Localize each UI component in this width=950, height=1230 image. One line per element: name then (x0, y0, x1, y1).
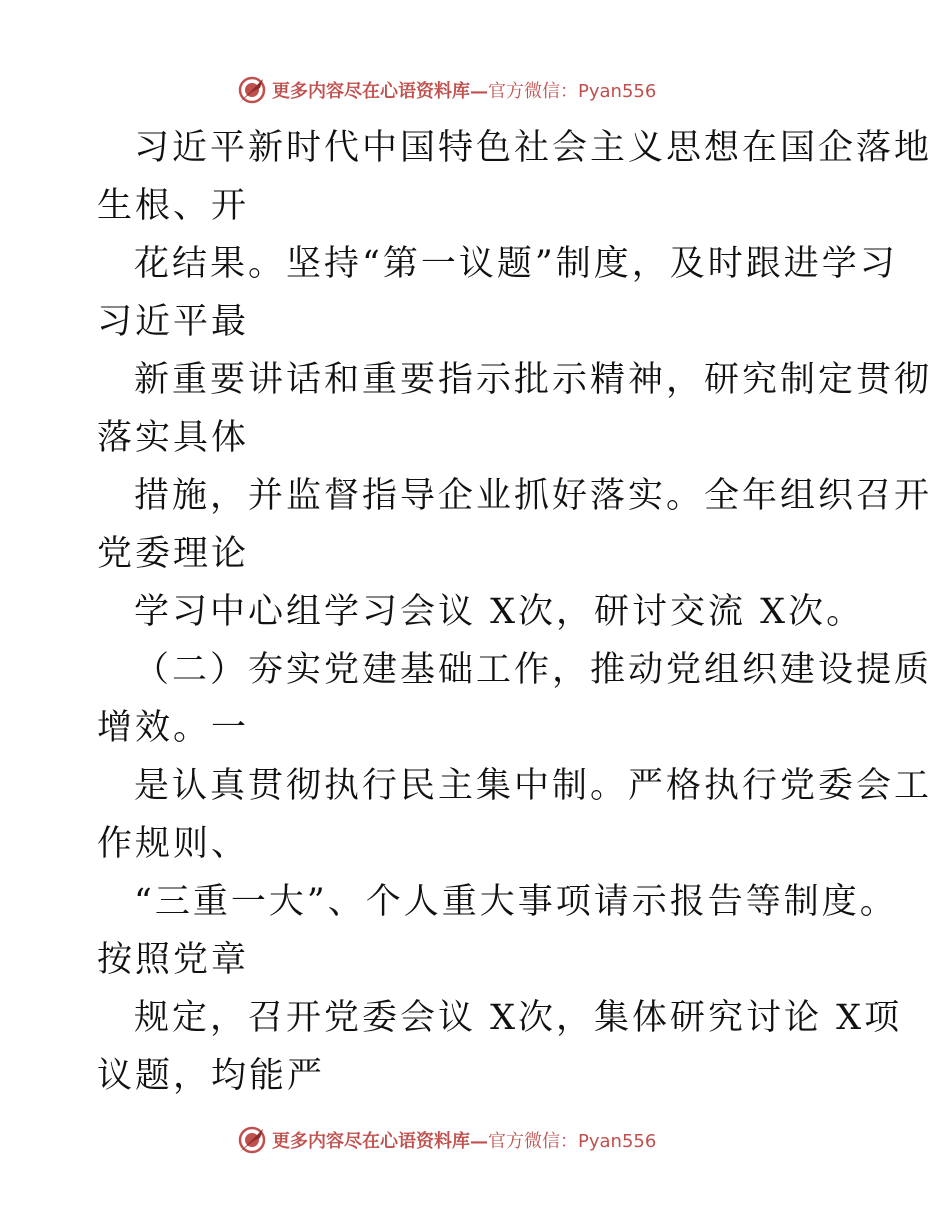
body-line: 议题，均能严 (97, 1056, 326, 1096)
body-line: 落实具体 (97, 418, 250, 458)
watermark-sub-text: 官方微信：Pyan556 (488, 81, 657, 102)
body-line: 按照党章 (97, 940, 250, 980)
body-line: 学习中心组学习会议 X次，研讨交流 X次。 (134, 592, 865, 632)
watermark-main-text: 更多内容尽在心语资料库— (272, 1131, 488, 1152)
body-line: “三重一大”、个人重大事项请示报告等制度。 (134, 882, 898, 922)
body-line: 是认真贯彻执行民主集中制。严格执行党委会工 (134, 766, 933, 806)
section-heading-line: （二）夯实党建基础工作，推动党组织建设提质 (134, 650, 933, 690)
body-line: 作规则、 (97, 824, 250, 864)
body-line: 增效。一 (97, 708, 250, 748)
footer-watermark (236, 1124, 656, 1156)
watermark-sub-text: 官方微信：Pyan556 (488, 1131, 657, 1152)
body-line: 生根、开 (97, 186, 250, 226)
body-line: 规定，召开党委会议 X次，集体研究讨论 X项 (134, 998, 903, 1038)
body-line: 党委理论 (97, 534, 250, 574)
feather-pen-seal-icon (236, 1124, 268, 1156)
body-line: 习近平新时代中国特色社会主义思想在国企落地 (134, 128, 933, 168)
body-line: 措施，并监督指导企业抓好落实。全年组织召开 (134, 476, 933, 516)
watermark-main-text: 更多内容尽在心语资料库— (272, 81, 488, 102)
feather-pen-seal-icon (236, 74, 268, 106)
body-line: 新重要讲话和重要指示批示精神，研究制定贯彻 (134, 360, 933, 400)
body-line: 习近平最 (97, 302, 250, 342)
body-line: 花结果。坚持“第一议题”制度，及时跟进学习 (134, 244, 898, 284)
header-watermark (236, 74, 656, 106)
